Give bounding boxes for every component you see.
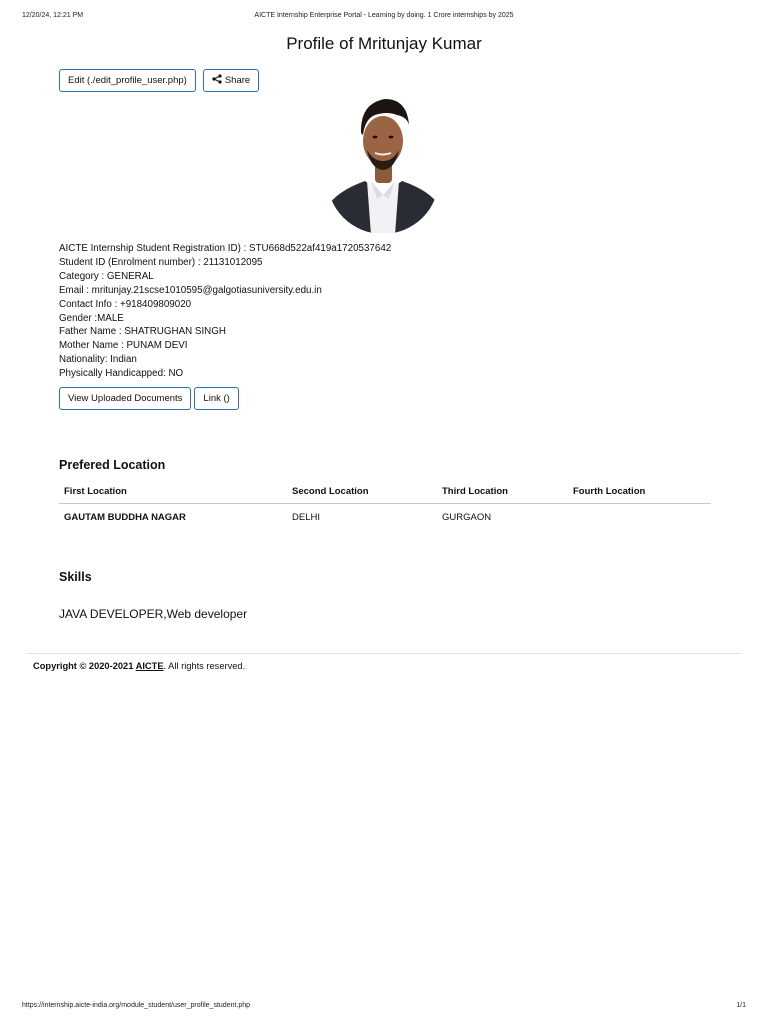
print-page-number: 1/1 (736, 1002, 746, 1009)
column-header: Fourth Location (568, 482, 711, 504)
skills-heading: Skills (59, 570, 92, 584)
registration-id: AICTE Internship Student Registration ID) : STU668d522af419a1720537642 (59, 243, 392, 254)
skills-value: JAVA DEVELOPER,Web developer (59, 607, 248, 621)
physically-handicapped: Physically Handicapped: NO (59, 368, 184, 380)
profile-details (59, 242, 391, 381)
father-name: Father Name : SHATRUGHAN SINGH (59, 326, 226, 338)
page-title: Profile of Mritunjay Kumar (286, 34, 482, 53)
table-cell: GURGAON (442, 512, 492, 523)
profile-actions (59, 69, 259, 92)
preferred-location-table (59, 482, 711, 531)
table-row (59, 504, 711, 532)
column-header: Second Location (287, 482, 437, 504)
profile-photo-illustration (327, 95, 440, 233)
column-header: First Location (59, 482, 287, 504)
print-header (0, 12, 768, 24)
share-button[interactable] (203, 69, 259, 92)
email: Email : mritunjay.21scse1010595@galgotiasuniversity.edu.in (59, 284, 322, 296)
print-datetime: 12/20/24, 12:21 PM (22, 12, 84, 19)
mother-name: Mother Name : PUNAM DEVI (59, 340, 188, 352)
gender: Gender :MALE (59, 312, 124, 324)
view-documents-button[interactable]: View Uploaded Documents (59, 387, 191, 410)
print-url: https://internship.aicte-india.org/module_student/user_profile_student.php (22, 1002, 251, 1009)
print-page-title: AICTE Internship Enterprise Portal - Learning by doing. 1 Crore internships by 2025 (254, 12, 514, 19)
share-icon (212, 74, 222, 84)
share-label: Share (224, 75, 251, 86)
student-id: Student ID (Enrolment number) : 21131012095 (59, 256, 263, 268)
profile-photo (327, 95, 440, 233)
copyright (33, 661, 245, 671)
link-button[interactable]: Link () (194, 387, 238, 410)
footer-divider (26, 653, 742, 654)
document-actions (59, 387, 239, 410)
column-header: Third Location (437, 482, 568, 504)
table-cell: DELHI (292, 512, 320, 523)
category: Category : GENERAL (59, 270, 154, 282)
copyright-suffix: . All rights reserved. (163, 661, 246, 671)
aicte-link[interactable]: AICTE (135, 661, 164, 671)
table-cell: GAUTAM BUDDHA NAGAR (64, 512, 186, 523)
preferred-location-heading: Prefered Location (59, 458, 166, 472)
edit-profile-button[interactable]: Edit (./edit_profile_user.php) (59, 69, 196, 92)
table-header-row (59, 482, 711, 504)
copyright-prefix: Copyright © 2020-2021 (33, 661, 136, 671)
nationality: Nationality: Indian (59, 354, 137, 366)
contact-info: Contact Info : +918409809020 (59, 298, 192, 310)
table-cell (568, 504, 711, 532)
